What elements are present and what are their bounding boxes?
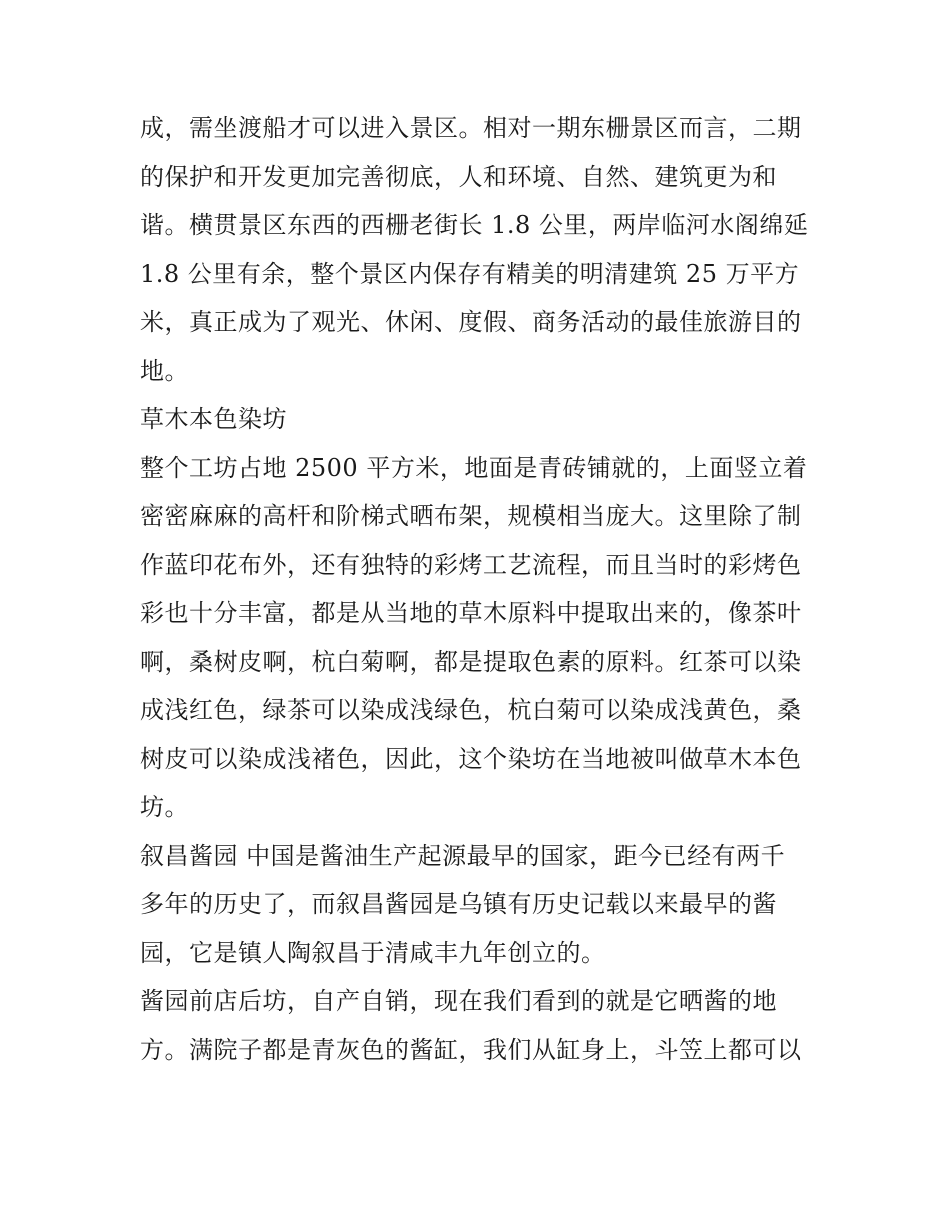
text-line: 整个工坊占地 2500 平方米，地面是青砖铺就的，上面竖立着 — [140, 453, 808, 482]
text-line: 密密麻麻的高杆和阶梯式晒布架，规模相当庞大。这里除了制 — [140, 502, 802, 530]
text-line: 米，真正成为了观光、休闲、度假、商务活动的最佳旅游目的 — [140, 308, 802, 336]
text-line: 彩也十分丰富，都是从当地的草木原料中提取出来的，像茶叶 — [140, 599, 802, 627]
text-line: 叙昌酱园 中国是酱油生产起源最早的国家，距今已经有两千 — [140, 841, 786, 870]
text-line: 1.8 公里有余，整个景区内保存有精美的明清建筑 25 万平方 — [140, 259, 800, 288]
text-line: 坊。 — [140, 793, 189, 821]
text-line: 树皮可以染成浅褚色，因此，这个染坊在当地被叫做草木本色 — [140, 744, 802, 773]
body-text — [140, 104, 820, 1074]
text-line: 谐。横贯景区东西的西栅老街长 1.8 公里，两岸临河水阁绵延 — [140, 211, 809, 239]
text-line: 成，需坐渡船才可以进入景区。相对一期东栅景区而言，二期 — [140, 114, 802, 142]
text-line: 地。 — [140, 356, 189, 385]
text-line: 方。满院子都是青灰色的酱缸，我们从缸身上，斗笠上都可以 — [140, 1035, 802, 1064]
text-line: 酱园前店后坊，自产自销，现在我们看到的就是它晒酱的地 — [140, 987, 777, 1015]
text-line: 多年的历史了，而叙昌酱园是乌镇有历史记载以来最早的酱 — [140, 890, 777, 918]
text-line: 作蓝印花布外，还有独特的彩烤工艺流程，而且当时的彩烤色 — [140, 550, 802, 579]
section-heading: 草木本色染坊 — [140, 405, 287, 433]
text-line: 的保护和开发更加完善彻底，人和环境、自然、建筑更为和 — [140, 162, 777, 191]
text-line: 园，它是镇人陶叙昌于清咸丰九年创立的。 — [140, 938, 606, 967]
text-line: 成浅红色，绿茶可以染成浅绿色，杭白菊可以染成浅黄色，桑 — [140, 696, 802, 724]
text-line: 啊，桑树皮啊，杭白菊啊，都是提取色素的原料。红茶可以染 — [140, 647, 802, 676]
